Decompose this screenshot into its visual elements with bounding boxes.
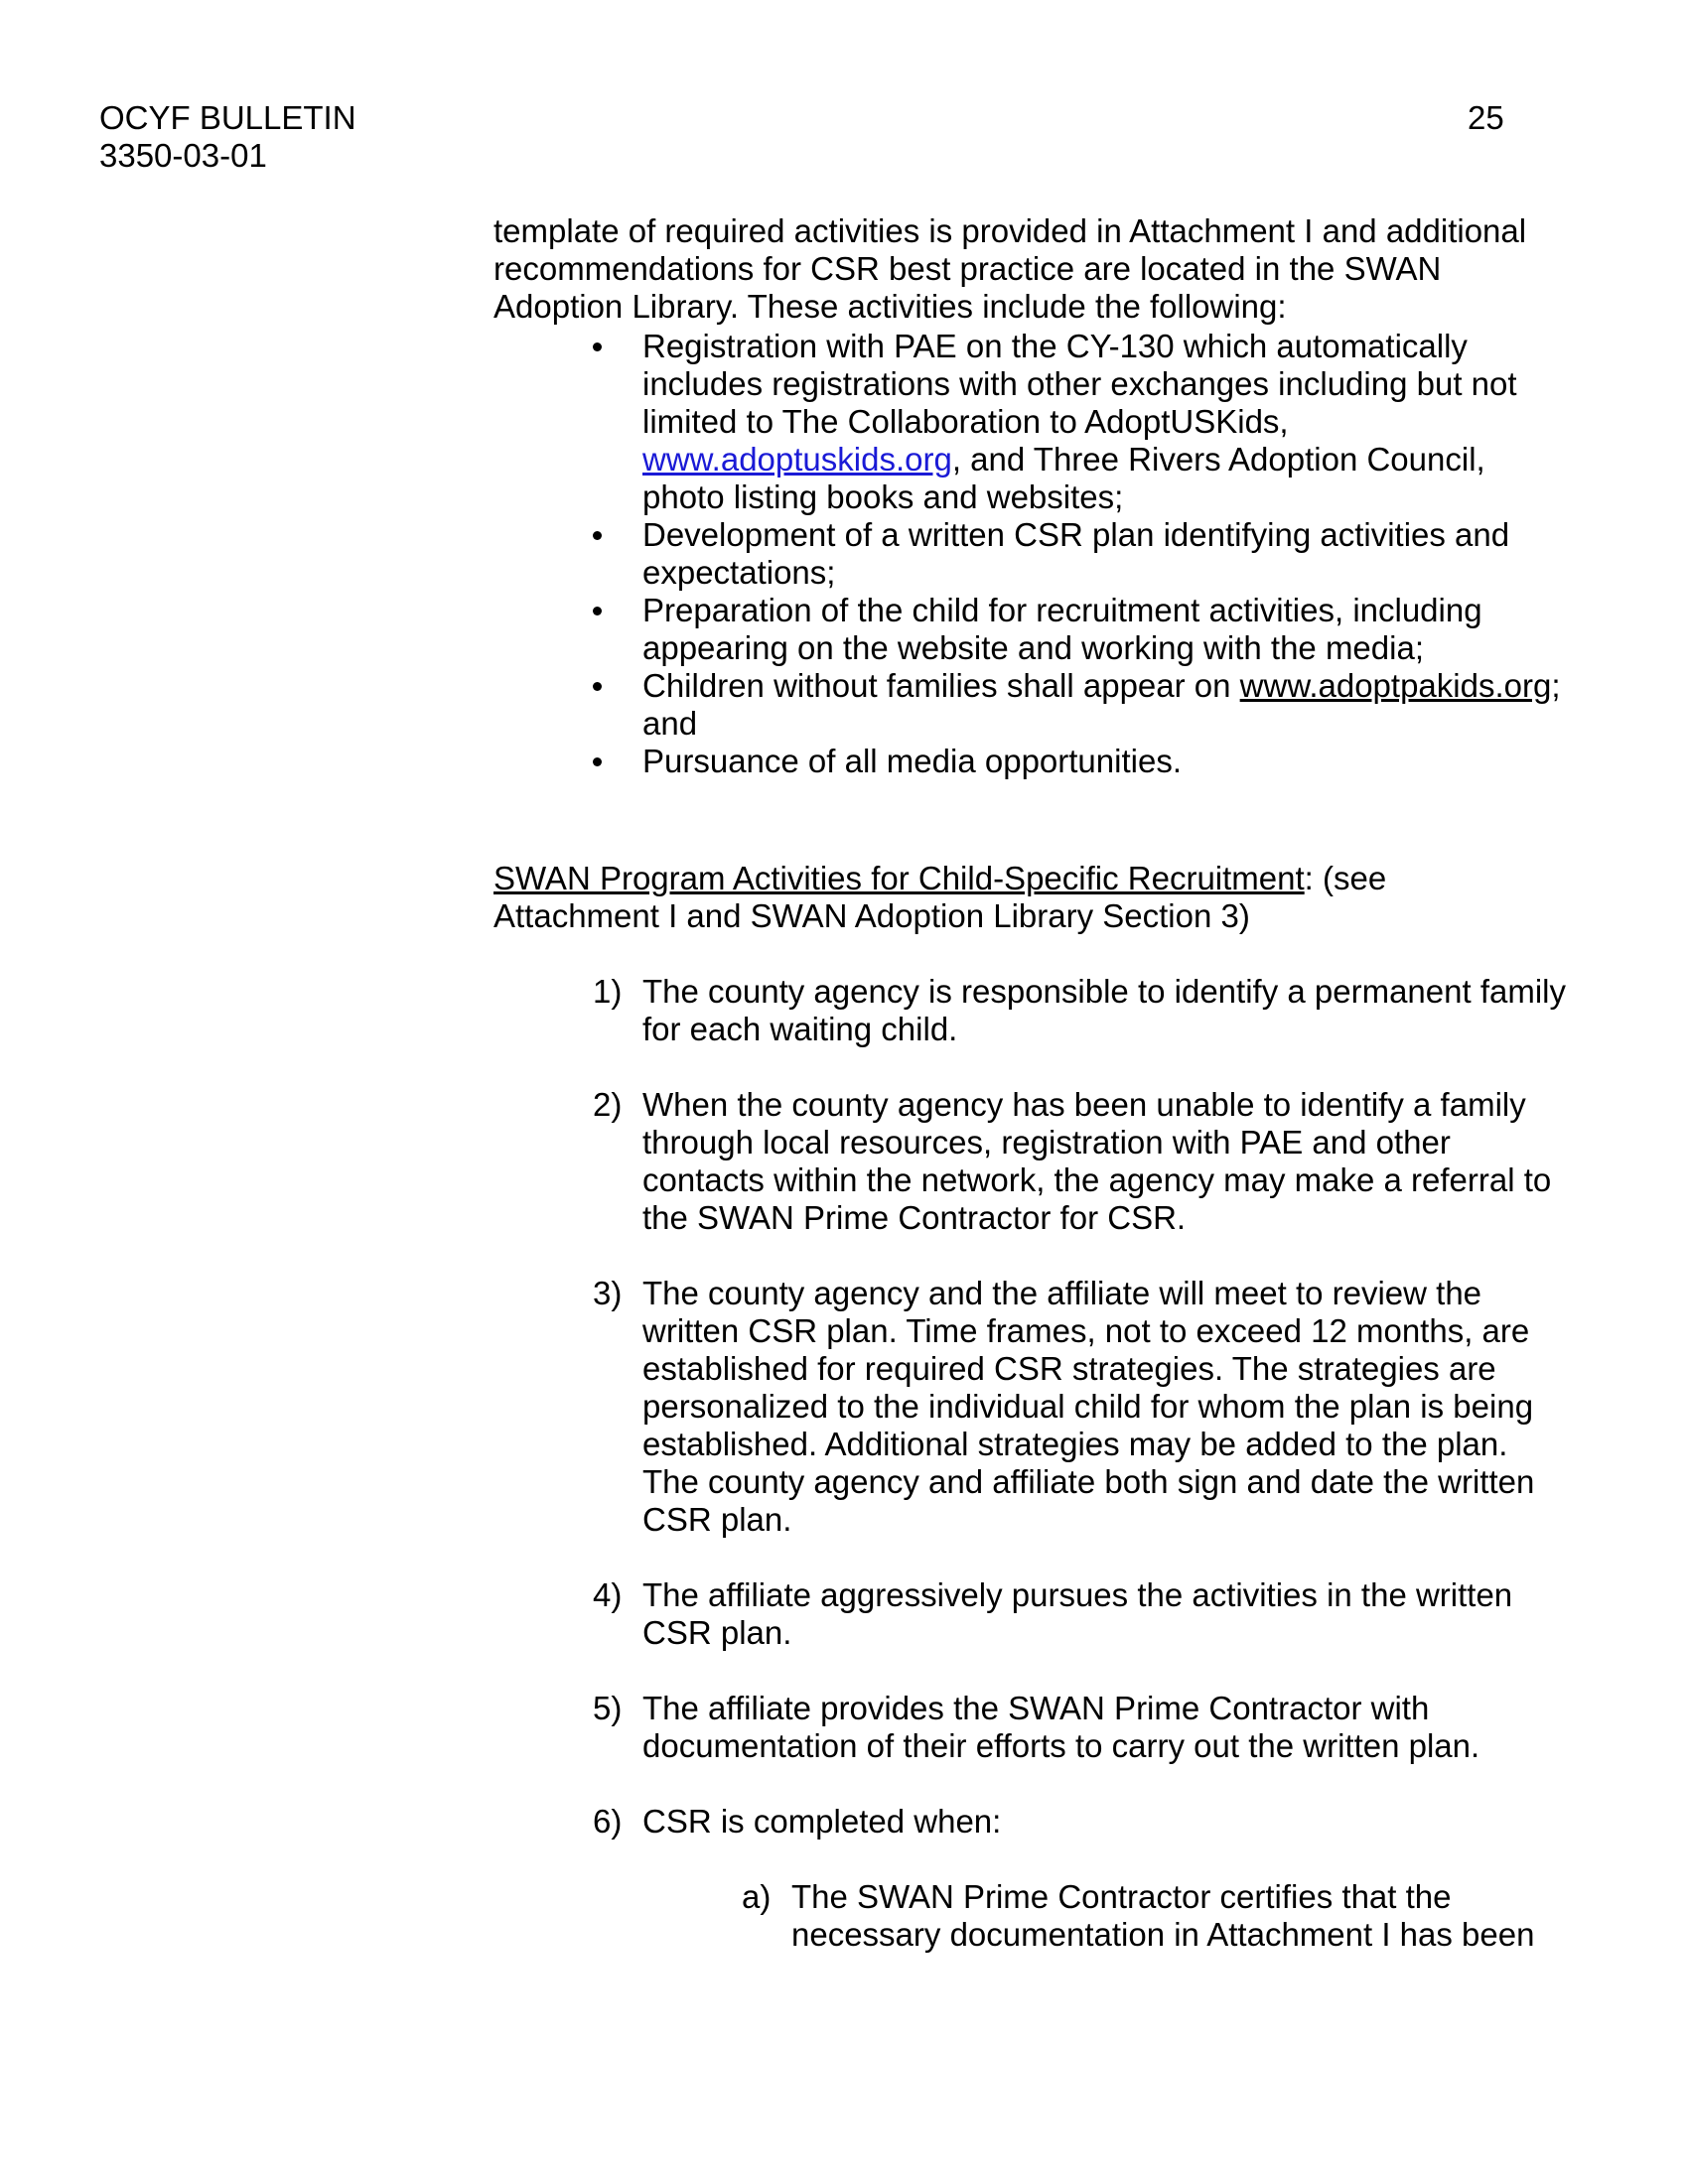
csr-steps-list <box>493 973 1606 1954</box>
intro-line: template of required activities is provided in Attachment I and additional <box>493 212 1527 249</box>
step-number: 1) <box>593 973 623 1010</box>
step-text: personalized to the individual child for whom the plan is being <box>642 1388 1534 1425</box>
list-item-text: , and Three Rivers Adoption Council, <box>951 441 1485 478</box>
step-text: the SWAN Prime Contractor for CSR. <box>642 1199 1187 1236</box>
sub-step-text: The SWAN Prime Contractor certifies that the <box>791 1878 1452 1915</box>
bullet-icon <box>593 682 602 691</box>
step-number: 6) <box>593 1803 623 1840</box>
list-item <box>493 516 1606 592</box>
step-text: The county agency and affiliate both sign and date the written <box>642 1463 1535 1500</box>
adoptpakids-link[interactable]: www.adoptpakids.org <box>1239 667 1552 704</box>
section-title: SWAN Program Activities for Child-Specific Recruitment <box>493 860 1305 896</box>
sub-step-item <box>642 1878 1606 1954</box>
step-number: 2) <box>593 1086 623 1123</box>
adoptuskids-link[interactable]: www.adoptuskids.org <box>642 441 952 478</box>
section-heading-line <box>493 860 1606 897</box>
bulletin-number: 3350-03-01 <box>99 137 267 174</box>
bullet-icon <box>593 757 602 766</box>
list-item-text: Registration with PAE on the CY-130 which automatically <box>642 328 1468 364</box>
step-number: 4) <box>593 1576 623 1613</box>
bulletin-header <box>99 99 356 175</box>
step-text: CSR plan. <box>642 1501 792 1538</box>
list-item-text: Pursuance of all media opportunities. <box>642 743 1182 779</box>
intro-paragraph <box>493 212 1606 326</box>
list-item-text <box>642 441 1606 478</box>
step-text: The affiliate aggressively pursues the activities in the written <box>642 1576 1513 1613</box>
list-item <box>493 667 1606 743</box>
step-text: CSR is completed when: <box>642 1803 1002 1840</box>
step-text: written CSR plan. Time frames, not to exceed 12 months, are <box>642 1312 1530 1349</box>
bullet-icon <box>593 531 602 540</box>
step-text: documentation of their efforts to carry out the written plan. <box>642 1727 1480 1764</box>
step-item <box>493 1576 1606 1652</box>
list-item-text: expectations; <box>642 554 836 591</box>
list-item-text: Children without families shall appear on <box>642 667 1240 704</box>
page-number: 25 <box>1468 99 1504 136</box>
document-body <box>493 212 1606 1991</box>
list-item-text: and <box>642 705 698 742</box>
list-item-text: limited to The Collaboration to AdoptUSKids, <box>642 403 1289 440</box>
step-item <box>493 1275 1606 1539</box>
step-item <box>493 1690 1606 1765</box>
list-item-text <box>642 667 1606 705</box>
step-text: established for required CSR strategies. The strategies are <box>642 1350 1496 1387</box>
section-heading-tail: : (see <box>1304 860 1387 896</box>
list-item-text: appearing on the website and working with the media; <box>642 629 1424 666</box>
required-activities-list <box>493 328 1606 780</box>
step-text: through local resources, registration with PAE and other <box>642 1124 1451 1160</box>
step-text: The affiliate provides the SWAN Prime Contractor with <box>642 1690 1430 1726</box>
list-item <box>493 592 1606 667</box>
completion-criteria-list <box>642 1878 1606 1954</box>
step-item <box>493 973 1606 1048</box>
list-item <box>493 743 1606 780</box>
step-item <box>493 1086 1606 1237</box>
step-text: The county agency and the affiliate will meet to review the <box>642 1275 1482 1311</box>
step-text: The county agency is responsible to identify a permanent family <box>642 973 1566 1010</box>
bulletin-title: OCYF BULLETIN <box>99 99 356 136</box>
step-text: When the county agency has been unable to identify a family <box>642 1086 1526 1123</box>
step-number: 3) <box>593 1275 623 1311</box>
list-item-text: includes registrations with other exchanges including but not <box>642 365 1517 402</box>
bullet-icon <box>593 607 602 615</box>
step-text: contacts within the network, the agency may make a referral to <box>642 1161 1552 1198</box>
list-item-text: Preparation of the child for recruitment activities, including <box>642 592 1482 628</box>
step-text: CSR plan. <box>642 1614 792 1651</box>
intro-line: recommendations for CSR best practice are located in the SWAN <box>493 250 1442 287</box>
bullet-icon <box>593 342 602 351</box>
sub-step-text: necessary documentation in Attachment I has been <box>791 1916 1535 1953</box>
sub-step-letter: a) <box>742 1878 772 1915</box>
list-item-text: Development of a written CSR plan identifying activities and <box>642 516 1510 553</box>
step-text: for each waiting child. <box>642 1011 958 1047</box>
list-item-text: photo listing books and websites; <box>642 478 1124 515</box>
step-text: established. Additional strategies may be added to the plan. <box>642 1426 1508 1462</box>
list-item <box>493 328 1606 516</box>
intro-line: Adoption Library. These activities include the following: <box>493 288 1287 325</box>
list-item-text: ; <box>1551 667 1561 704</box>
step-number: 5) <box>593 1690 623 1726</box>
step-item <box>493 1803 1606 1954</box>
section-heading <box>493 860 1606 935</box>
section-heading-line: Attachment I and SWAN Adoption Library Section 3) <box>493 897 1250 934</box>
